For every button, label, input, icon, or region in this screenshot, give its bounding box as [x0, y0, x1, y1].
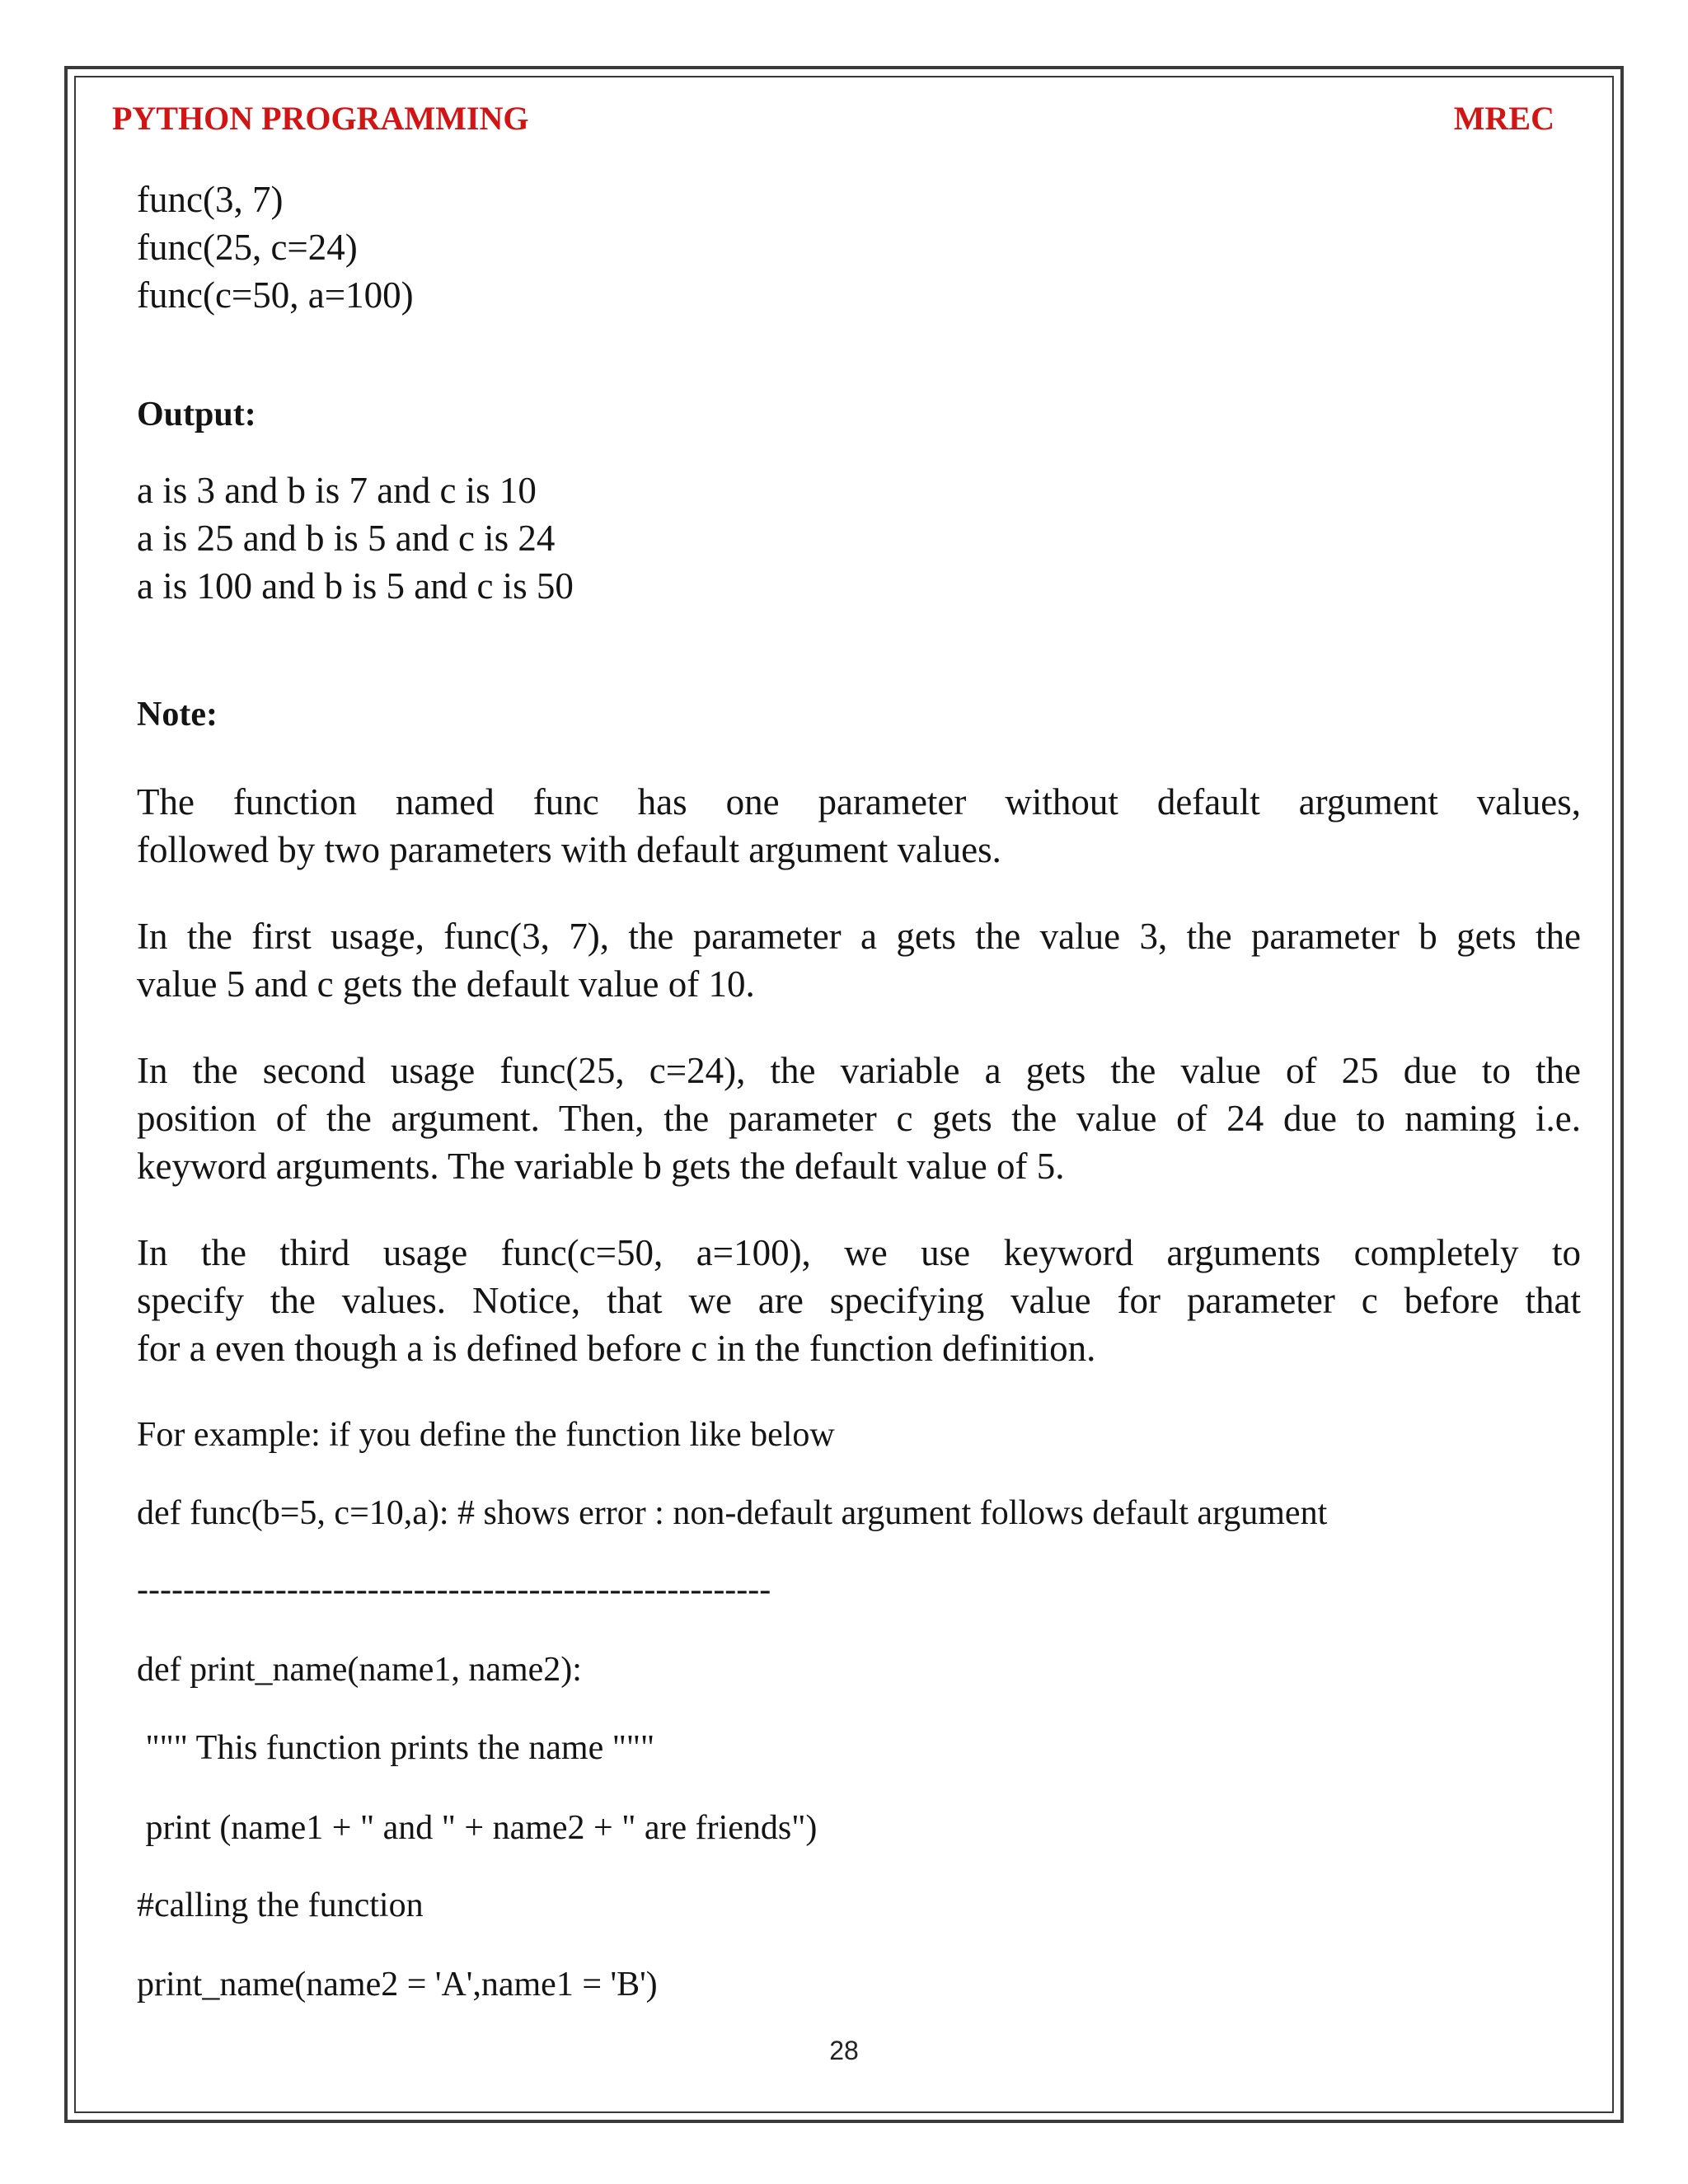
header-course-title: PYTHON PROGRAMMING	[112, 100, 529, 137]
output-line: a is 25 and b is 5 and c is 24	[137, 518, 556, 559]
code-docstring-line: """ This function prints the name """	[137, 1729, 655, 1767]
note-paragraph-4	[137, 1229, 1581, 1372]
code-call-line: func(25, c=24)	[137, 227, 358, 268]
paragraph-line: In the first usage, func(3, 7), the parameter a gets the value 3, the parameter b gets the	[137, 916, 1581, 957]
code-print-line: print (name1 + " and " + name2 + " are friends")	[137, 1809, 818, 1847]
code-call-example: print_name(name2 = 'A',name1 = 'B')	[137, 1966, 658, 2004]
paragraph-line: value 5 and c gets the default value of 10.	[137, 963, 755, 1005]
code-def-line: def print_name(name1, name2):	[137, 1651, 582, 1689]
code-call-line: func(c=50, a=100)	[137, 274, 414, 316]
paragraph-line: The function named func has one parameter without default argument values,	[137, 781, 1581, 823]
note-paragraph-2	[137, 912, 1581, 1008]
example-intro: For example: if you define the function like below	[137, 1416, 835, 1454]
note-heading: Note:	[137, 696, 218, 733]
paragraph-line: specify the values. Notice, that we are specifying value for parameter c before that	[137, 1280, 1581, 1321]
note-paragraph-1	[137, 778, 1581, 874]
output-line: a is 3 and b is 7 and c is 10	[137, 470, 537, 511]
output-heading: Output:	[137, 396, 256, 434]
paragraph-line: In the second usage func(25, c=24), the variable a gets the value of 25 due to the	[137, 1050, 1581, 1091]
paragraph-line: followed by two parameters with default argument values.	[137, 829, 1001, 870]
paragraph-line: for a even though a is defined before c in the function definition.	[137, 1328, 1096, 1369]
paragraph-line: position of the argument. Then, the parameter c gets the value of 24 due to naming i.e.	[137, 1098, 1581, 1139]
separator-line: -------------------------------------------------------	[137, 1571, 771, 1609]
note-paragraph-3	[137, 1047, 1581, 1190]
paragraph-line: keyword arguments. The variable b gets the default value of 5.	[137, 1146, 1065, 1187]
paragraph-line: In the third usage func(c=50, a=100), we use keyword arguments completely to	[137, 1232, 1581, 1273]
example-error-line: def func(b=5, c=10,a): # shows error : non-default argument follows default argument	[137, 1494, 1328, 1532]
code-call-line: func(3, 7)	[137, 179, 284, 220]
output-line: a is 100 and b is 5 and c is 50	[137, 565, 574, 607]
page-number: 28	[829, 2036, 859, 2065]
code-comment-line: #calling the function	[137, 1886, 424, 1924]
header-institution: MREC	[1453, 100, 1554, 137]
